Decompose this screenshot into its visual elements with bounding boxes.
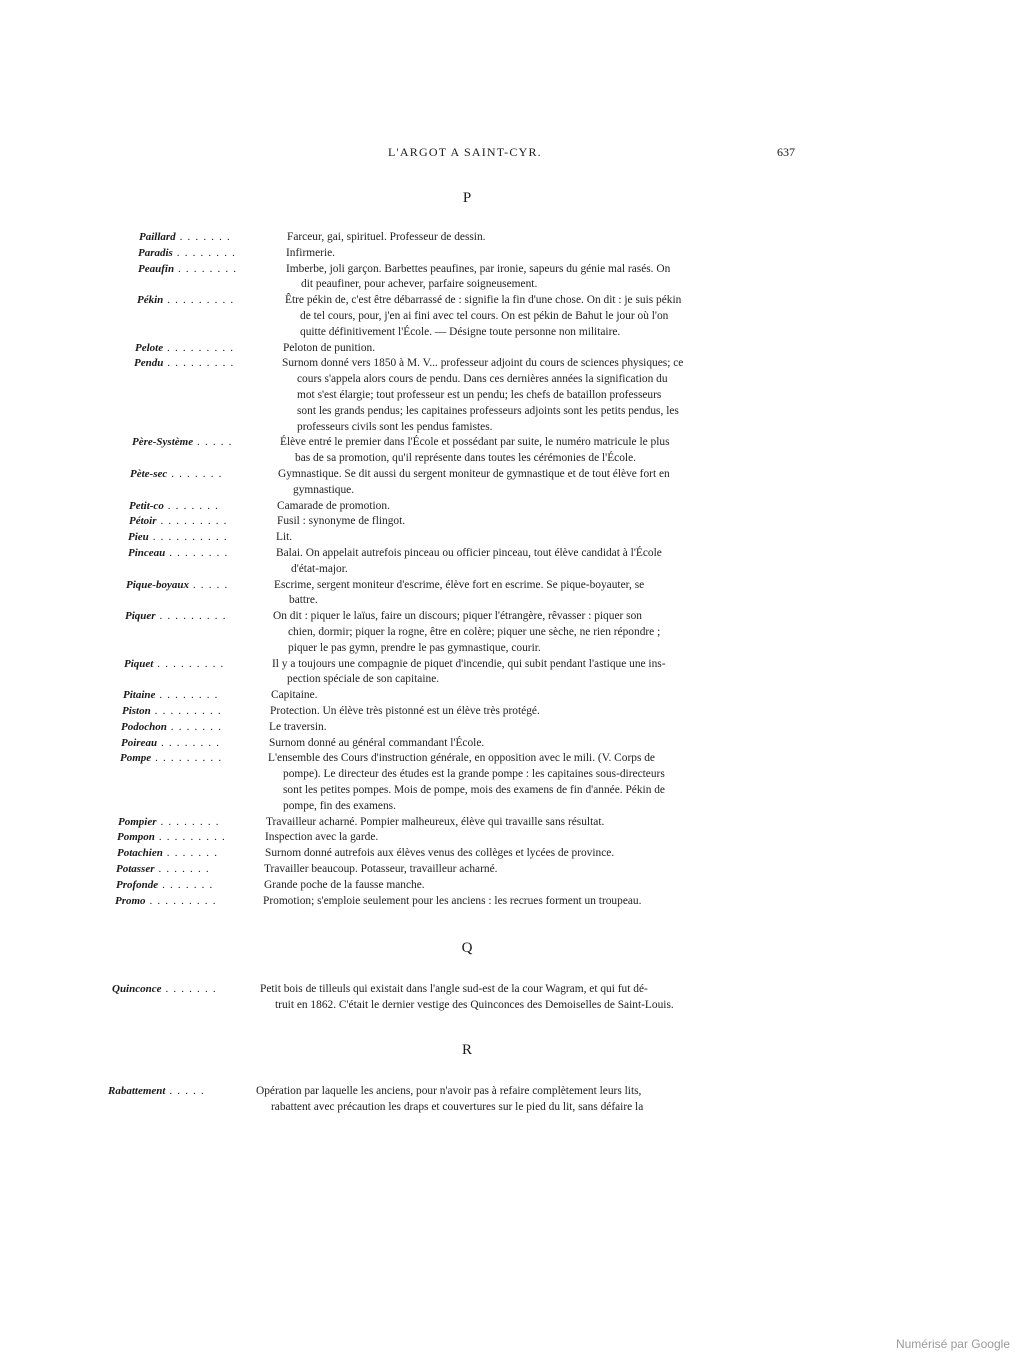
entry-term — [138, 262, 237, 278]
entry-definition — [277, 499, 780, 515]
entry-definition — [283, 341, 786, 357]
entry-term — [108, 1084, 205, 1100]
section-letter-r: R — [461, 1042, 473, 1058]
leader-dots: . . . . . . . . . . — [148, 531, 228, 544]
entry-definition — [273, 609, 776, 656]
entry-definition — [269, 736, 772, 752]
entry-term-label: Pendu — [134, 357, 164, 370]
leader-dots: . . . . . . . — [158, 878, 214, 891]
entry-definition — [274, 578, 777, 610]
entry-definition — [272, 657, 775, 689]
definition-line: quitte définitivement l'École. — Désigne toute personne non militaire. — [300, 325, 621, 338]
entry-term — [116, 878, 213, 894]
leader-dots: . . . . . . . . — [155, 689, 219, 702]
leader-dots: . . . . . . . . — [172, 246, 237, 259]
entry-term-label: Pompe — [120, 752, 152, 765]
leader-dots: . . . . . . . . . — [155, 610, 227, 623]
leader-dots: . . . . . . . — [175, 231, 231, 243]
definition-line: Le traversin. — [269, 720, 327, 733]
entry-definition — [256, 1084, 759, 1116]
entry-term-label: Paradis — [138, 246, 173, 259]
definition-line: pection spéciale de son capitaine. — [287, 673, 440, 686]
entry-term-label: Rabattement — [108, 1085, 166, 1097]
entry-term-label: Pieu — [128, 531, 149, 544]
definition-line: rabattent avec précaution les draps et couvertures sur le pied du lit, sans défaire la — [271, 1100, 644, 1113]
entry-term — [124, 657, 224, 673]
definition-line: Promotion; s'emploie seulement pour les anciens : les recrues forment un troupeau. — [263, 894, 642, 907]
entry-definition — [276, 546, 779, 578]
definition-line: dit peaufiner, pour achever, parfaire soigneusement. — [301, 278, 538, 291]
page-number: 637 — [777, 145, 795, 159]
entry-term — [120, 751, 222, 767]
definition-line: L'ensemble des Cours d'instruction générale, en opposition avec le mili. (V. Corps de — [268, 752, 655, 765]
entry-term — [130, 467, 223, 483]
entry-term — [137, 293, 234, 309]
definition-line: Capitaine. — [271, 689, 318, 702]
definition-line: de tel cours, pour, j'en ai fini avec tel cours. On est pékin de Bahut le jour où l'on — [300, 309, 669, 322]
digitization-credit: Numérisé par Google — [895, 1337, 1010, 1351]
entry-term-label: Pétoir — [129, 515, 157, 528]
entry-term-label: Pitaine — [123, 689, 156, 702]
leader-dots: . . . . . . . . . — [153, 657, 225, 670]
leader-dots: . . . . . . . . . — [145, 894, 217, 907]
definition-line: gymnastique. — [293, 483, 355, 496]
leader-dots: . . . . . . . . . — [163, 294, 235, 307]
definition-line: d'état-major. — [291, 562, 348, 575]
entry-term-label: Petit-co — [129, 499, 164, 512]
definition-line: Protection. Un élève très pistonné est un élève très protégé. — [270, 705, 540, 717]
entry-term — [125, 609, 227, 625]
definition-line: Grande poche de la fausse manche. — [264, 878, 425, 891]
definition-line: Farceur, gai, spirituel. Professeur de dessin. — [287, 231, 486, 243]
entry-term — [128, 546, 228, 562]
entry-term — [115, 894, 217, 910]
section-letter-p: P — [462, 190, 473, 206]
entry-term — [128, 530, 228, 546]
entry-term — [134, 356, 234, 372]
definition-line: truit en 1862. C'était le dernier vestige des Quinconces des Demoiselles de Saint-Louis. — [275, 998, 674, 1011]
entry-definition — [280, 435, 783, 467]
leader-dots: . . . . . . . — [167, 468, 223, 480]
entry-term-label: Pékin — [137, 294, 164, 307]
entry-definition — [285, 293, 788, 340]
entry-term — [135, 341, 234, 357]
entry-term-label: Potachien — [117, 847, 163, 860]
leader-dots: . . . . . . . . — [165, 547, 229, 559]
entry-term-label: Promo — [115, 894, 146, 907]
definition-line: sont les petites pompes. Mois de pompe, mois des examens de fin d'année. Pékin de — [283, 783, 665, 796]
entry-term — [139, 230, 231, 246]
leader-dots: . . . . . . . — [166, 720, 223, 733]
leader-dots: . . . . . . . — [162, 847, 219, 860]
entry-term — [132, 435, 233, 451]
definition-line: Être pékin de, c'est être débarrassé de : signifie la fin d'une chose. On dit : je suis pékin — [285, 294, 682, 307]
entry-definition — [286, 262, 789, 294]
entry-definition — [287, 230, 790, 246]
definition-line: sont les grands pendus; les capitaines professeurs adjoints sont les petits pendus, les — [297, 404, 679, 417]
leader-dots: . . . . . . . . . — [156, 515, 228, 528]
definition-line: pompe, fin des examens. — [283, 799, 396, 812]
definition-line: Infirmerie. — [286, 246, 336, 259]
entry-term — [121, 720, 222, 736]
running-title: L'ARGOT A SAINT-CYR. — [388, 145, 542, 159]
leader-dots: . . . . . . . . . — [154, 831, 227, 844]
entry-term — [129, 514, 228, 530]
leader-dots: . . . . . — [165, 1085, 205, 1097]
entry-term — [122, 704, 222, 720]
entry-term — [117, 830, 226, 846]
entry-definition — [270, 704, 773, 720]
leader-dots: . . . . . . . . — [156, 815, 220, 828]
entry-term-label: Paillard — [139, 231, 176, 243]
definition-line: Camarade de promotion. — [277, 499, 390, 512]
entry-term — [121, 736, 220, 752]
entry-term — [118, 815, 220, 831]
definition-line: Inspection avec la garde. — [265, 831, 379, 844]
entry-term — [126, 578, 228, 594]
entry-term-label: Podochon — [121, 720, 167, 733]
leader-dots: . . . . . . . — [163, 499, 220, 512]
definition-line: battre. — [289, 594, 318, 607]
entry-definition — [263, 894, 766, 910]
entry-term — [123, 688, 219, 704]
entry-definition — [278, 467, 781, 499]
entry-definition — [265, 830, 768, 846]
entry-term-label: Piston — [122, 705, 151, 717]
entry-definition — [286, 246, 789, 262]
entry-term-label: Pelote — [135, 341, 164, 354]
entry-term-label: Pinceau — [128, 547, 166, 559]
entry-definition — [260, 982, 763, 1014]
entry-term-label: Pompier — [118, 815, 157, 828]
leader-dots: . . . . . . . . — [174, 262, 238, 275]
definition-line: bas de sa promotion, qu'il représente dans toutes les cérémonies de l'École. — [295, 452, 636, 465]
definition-line: Surnom donné vers 1850 à M. V... professeur adjoint du cours de sciences physiques; ce — [282, 357, 684, 370]
definition-line: Peloton de punition. — [283, 341, 376, 354]
entry-term — [129, 499, 219, 515]
definition-line: Lit. — [276, 531, 293, 544]
entry-term-label: Père-Système — [132, 436, 194, 449]
entry-term-label: Profonde — [116, 878, 159, 891]
definition-line: cours s'appela alors cours de pendu. Dans ces dernières années la signification du — [297, 373, 668, 386]
definition-line: Petit bois de tilleuls qui existait dans l'angle sud-est de la cour Wagram, et qui fut dé- — [260, 983, 648, 995]
leader-dots: . . . . . . . . . — [163, 341, 235, 354]
entry-term-label: Pique-boyaux — [126, 578, 189, 591]
definition-line: mot s'est élargie; tout professeur est un pendu; les chefs de bataillon professeurs — [297, 388, 662, 401]
entry-term-label: Quinconce — [112, 983, 162, 995]
leader-dots: . . . . . . . . . — [163, 357, 235, 370]
definition-line: Travailler beaucoup. Potasseur, travailleur acharné. — [264, 863, 498, 875]
definition-line: Imberbe, joli garçon. Barbettes peaufines, par ironie, sapeurs du génie mal rasés. On — [286, 262, 671, 275]
section-letter-q: Q — [461, 940, 474, 956]
entry-term — [112, 982, 217, 998]
definition-line: pompe). Le directeur des études est la grande pompe : les capitaines sous-directeurs — [283, 768, 665, 781]
entry-term-label: Piquer — [125, 610, 156, 623]
entry-term-label: Pompon — [117, 831, 155, 844]
entry-definition — [266, 815, 769, 831]
definition-line: Escrime, sergent moniteur d'escrime, élève fort en escrime. Se pique-boyauter, se — [274, 578, 645, 591]
entry-term-label: Poireau — [121, 736, 158, 749]
entry-definition — [264, 878, 767, 894]
definition-line: chien, dormir; piquer la rogne, être en colère; piquer une sèche, ne rien répondre ; — [288, 625, 661, 638]
leader-dots: . . . . . . . . — [157, 736, 221, 749]
definition-line: Élève entré le premier dans l'École et possédant par suite, le numéro matricule le plus — [280, 436, 670, 449]
definition-line: Surnom donné au général commandant l'École. — [269, 736, 485, 749]
leader-dots: . . . . . . . — [161, 983, 217, 995]
definition-line: Surnom donné autrefois aux élèves venus des collèges et lycées de province. — [265, 847, 615, 860]
entry-term-label: Pète-sec — [130, 468, 168, 480]
entry-term-label: Potasser — [116, 863, 155, 875]
leader-dots: . . . . . . . — [154, 863, 210, 875]
definition-line: On dit : piquer le laïus, faire un discours; piquer l'étrangère, rêvasser : piquer son — [273, 610, 642, 623]
leader-dots: . . . . . — [188, 578, 229, 591]
definition-line: Balai. On appelait autrefois pinceau ou officier pinceau, tout élève candidat à l'École — [276, 547, 662, 559]
definition-line: professeurs civils sont les pendus famistes. — [297, 420, 493, 433]
definition-line: Gymnastique. Se dit aussi du sergent moniteur de gymnastique et de tout élève fort en — [278, 468, 670, 480]
leader-dots: . . . . . . . . . — [150, 705, 222, 717]
definition-line: Opération par laquelle les anciens, pour n'avoir pas à refaire complètement leurs lits, — [256, 1085, 642, 1097]
entry-term — [117, 846, 218, 862]
entry-definition — [264, 862, 767, 878]
entry-definition — [271, 688, 774, 704]
definition-line: Travailleur acharné. Pompier malheureux, élève qui travaille sans résultat. — [266, 815, 605, 828]
entry-term — [138, 246, 236, 262]
entry-definition — [282, 356, 785, 435]
entry-definition — [268, 751, 771, 814]
entry-term-label: Peaufin — [138, 262, 175, 275]
leader-dots: . . . . . — [193, 436, 233, 449]
definition-line: piquer le pas gymn, prendre le pas gymnastique, courir. — [288, 641, 541, 654]
entry-term — [116, 862, 210, 878]
entry-definition — [276, 530, 779, 546]
running-head — [110, 145, 795, 161]
entry-term-label: Piquet — [124, 657, 154, 670]
leader-dots: . . . . . . . . . — [151, 752, 223, 765]
entry-definition — [269, 720, 772, 736]
entry-definition — [277, 514, 780, 530]
definition-line: Fusil : synonyme de flingot. — [277, 515, 406, 528]
definition-line: Il y a toujours une compagnie de piquet d'incendie, qui subit pendant l'astique une ins- — [272, 657, 666, 670]
entry-definition — [265, 846, 768, 862]
